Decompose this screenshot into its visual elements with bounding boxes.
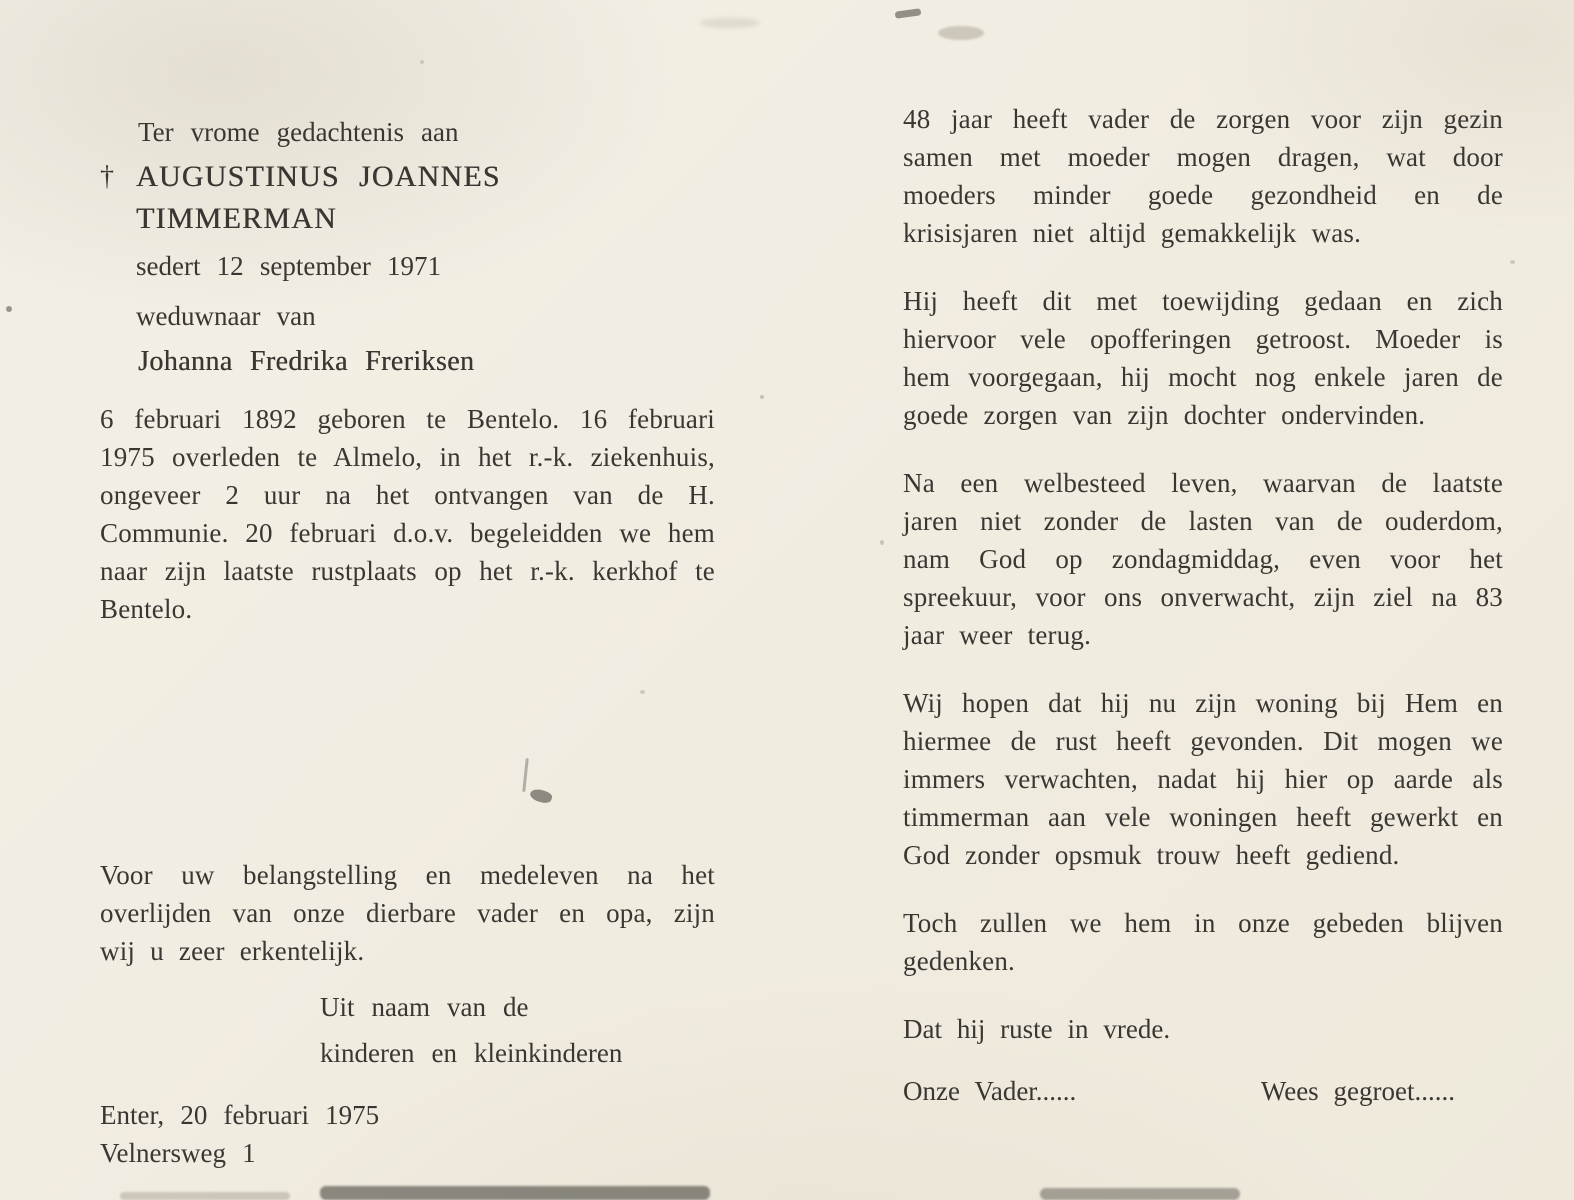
deceased-name-line2: TIMMERMAN [136, 202, 337, 235]
scan-smudge [895, 8, 922, 19]
widower-since-line: sedert 12 september 1971 [136, 251, 442, 281]
deceased-name-line1: AUGUSTINUS JOANNES [136, 160, 501, 193]
prayer-line [903, 1072, 1455, 1110]
signature-block [320, 984, 715, 1076]
deceased-name [136, 156, 715, 240]
signature-line1: Uit naam van de [320, 992, 529, 1022]
scan-smudge [700, 18, 760, 28]
rest-in-peace-line: Dat hij ruste in vrede. [903, 1014, 1171, 1044]
prayer-our-father: Onze Vader...... [903, 1076, 1077, 1106]
memorial-paragraph-3: Na een welbesteed leven, waarvan de laatste jaren niet zonder de lasten van de ouderdom, nam God op zondagmiddag, even voor het spreekuur, voor ons onverwacht, zijn ziel na 83 jaar weer terug. [903, 468, 1503, 650]
memorial-paragraph-1: 48 jaar heeft vader de zorgen voor zijn gezin samen met moeder mogen dragen, wat door moeders minder goede gezondheid en de krisisjaren niet altijd gemakkelijk was. [903, 104, 1503, 248]
scan-edge-streak [120, 1192, 290, 1200]
memorial-paragraph-2: Hij heeft dit met toewijding gedaan en zich hiervoor vele opofferingen getroost. Moeder is hem voorgegaan, hij mocht nog enkele jaren de goede zorgen van zijn dochter ondervinden. [903, 286, 1503, 430]
scan-speck [420, 60, 424, 64]
right-page [903, 100, 1503, 1110]
widower-of-line: weduwnaar van [136, 301, 316, 331]
scan-speck [880, 540, 884, 545]
place-date-line: Enter, 20 februari 1975 [100, 1100, 380, 1130]
address-line: Velnersweg 1 [100, 1138, 256, 1168]
scan-speck [760, 395, 764, 399]
name-block [100, 156, 715, 240]
scan-speck [6, 306, 12, 312]
intro-line: Ter vrome gedachtenis aan [138, 117, 459, 147]
remember-paragraph: Toch zullen we hem in onze gebeden blijven gedenken. [903, 908, 1503, 976]
cross-icon: † [100, 161, 114, 192]
thanks-paragraph: Voor uw belangstelling en medeleven na het overlijden van onze dierbare vader en opa, zijn wij u zeer erkentelijk. [100, 860, 715, 966]
spouse-name: Johanna Fredrika Freriksen [138, 346, 475, 377]
life-dates-paragraph: 6 februari 1892 geboren te Bentelo. 16 februari 1975 overleden te Almelo, in het r.-k. ziekenhuis, ongeveer 2 uur na het ontvangen van de H. Communie. 20 februari d.o.v. begeleidden we hem naar zijn laatste rustplaats op het r.-k. kerkhof te Bentelo. [100, 404, 715, 624]
signature-line2: kinderen en kleinkinderen [320, 1038, 623, 1068]
scan-speck [1510, 260, 1515, 264]
scan-smudge [938, 26, 984, 40]
prayer-hail-mary: Wees gegroet...... [1260, 1076, 1455, 1106]
scan-edge-streak [1040, 1188, 1240, 1200]
scan-edge-streak [320, 1186, 710, 1200]
left-page [100, 112, 715, 1172]
memorial-paragraph-4: Wij hopen dat hij nu zijn woning bij Hem en hiermee de rust heeft gevonden. Dit mogen we immers verwachten, nadat hij hier op aarde als timmerman aan vele woningen heeft gewerkt en God zonder opsmuk trouw heeft gediend. [903, 688, 1503, 870]
